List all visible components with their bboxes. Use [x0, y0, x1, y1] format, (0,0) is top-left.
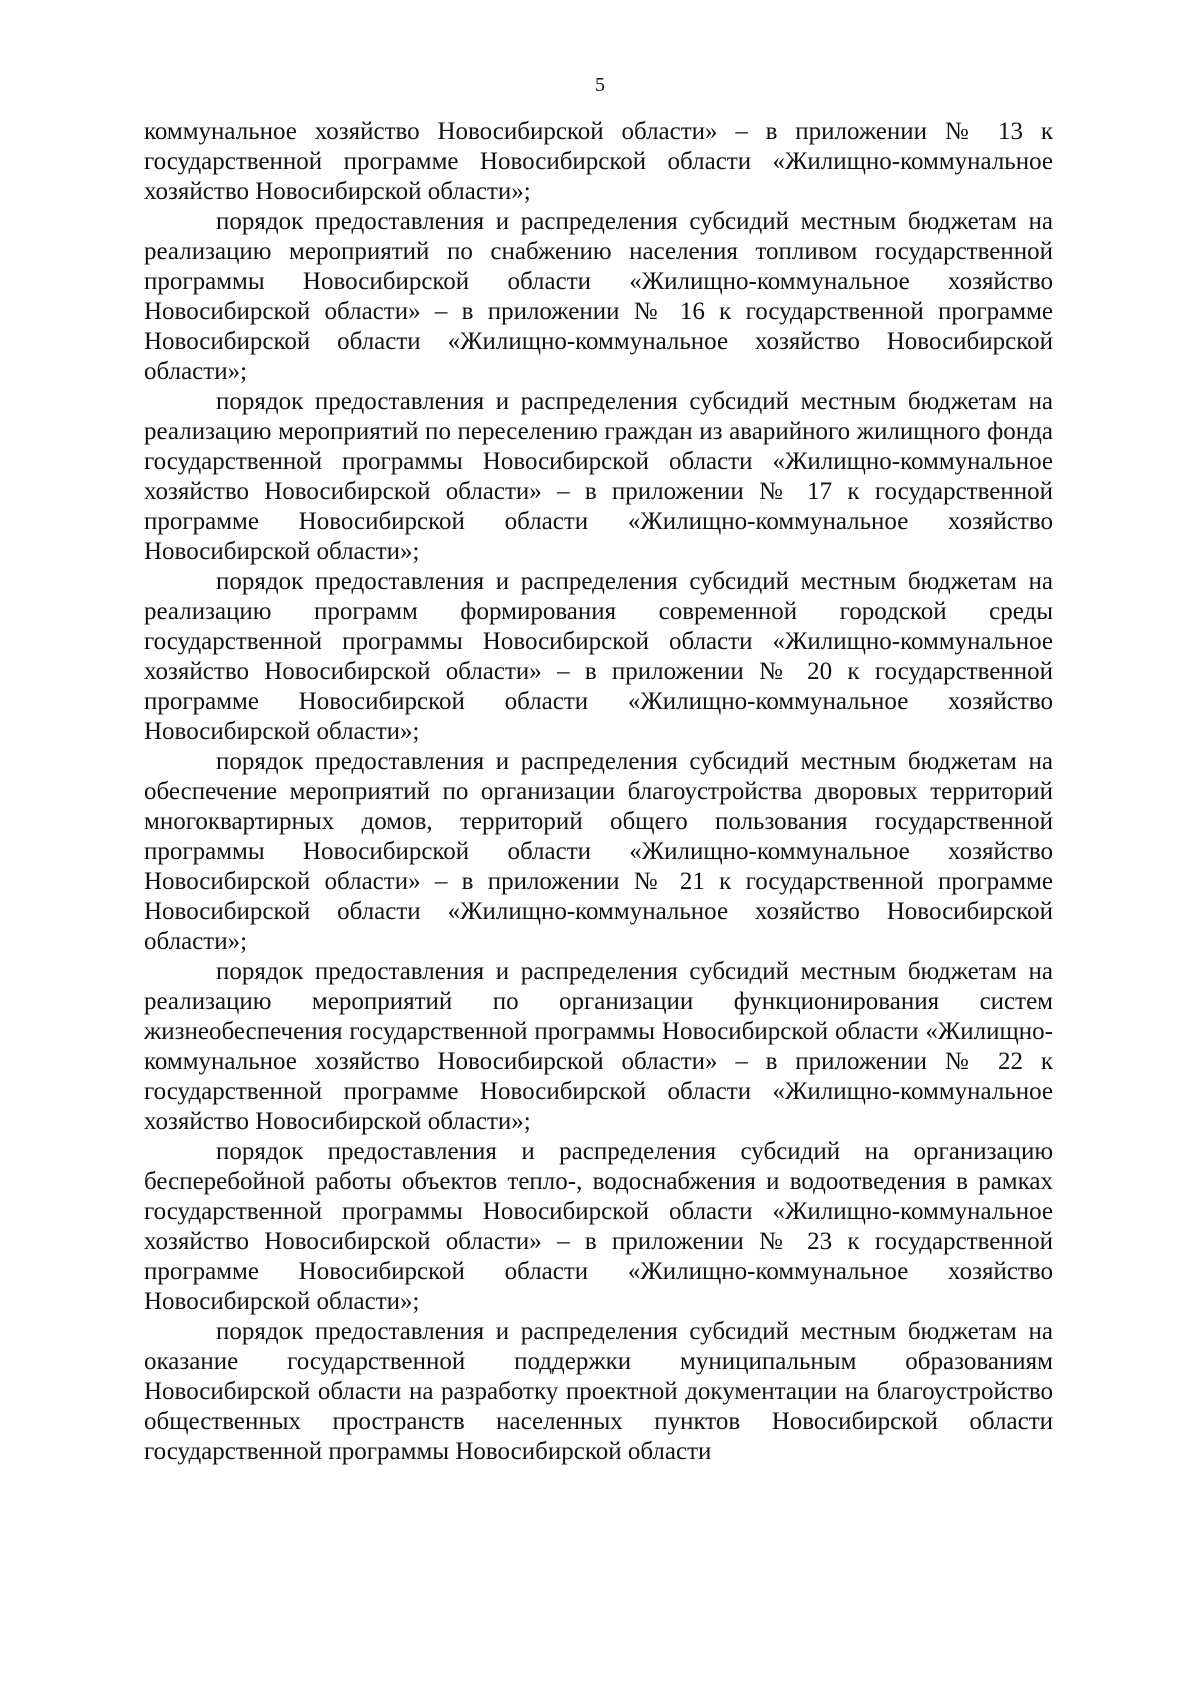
paragraph-1: коммунальное хозяйство Новосибирской области» – в приложении № 13 к государственной программе Новосибирской области «Жилищно-коммунальное хозяйство Новосибирской области»; — [144, 118, 1053, 205]
paragraph-4: порядок предоставления и распределения субсидий местным бюджетам на реализацию программ формирования современной городской среды государственной программы Новосибирской области «Жилищно-коммунальное хозяйство Новосибирской области» – в приложении № 20 к государственной программе Новосибирской области «Жилищно-коммунальное хозяйство Новосибирской области»; — [144, 568, 1053, 745]
paragraph-2: порядок предоставления и распределения субсидий местным бюджетам на реализацию мероприятий по снабжению населения топливом государственной программы Новосибирской области «Жилищно-коммунальное хозяйство Новосибирской области» – в приложении № 16 к государственной программе Новосибирской области «Жилищно-коммунальное хозяйство Новосибирской области»; — [144, 208, 1053, 385]
paragraph-6: порядок предоставления и распределения субсидий местным бюджетам на реализацию мероприятий по организации функционирования систем жизнеобеспечения государственной программы Новосибирской области «Жилищно-коммунальное хозяйство Новосибирской области» – в приложении № 22 к государственной программе Новосибирской области «Жилищно-коммунальное хозяйство Новосибирской области»; — [144, 958, 1053, 1135]
paragraph-3: порядок предоставления и распределения субсидий местным бюджетам на реализацию мероприятий по переселению граждан из аварийного жилищного фонда государственной программы Новосибирской области «Жилищно-коммунальное хозяйство Новосибирской области» – в приложении № 17 к государственной программе Новосибирской области «Жилищно-коммунальное хозяйство Новосибирской области»; — [144, 388, 1053, 565]
document-body — [144, 117, 1053, 1467]
paragraph-7: порядок предоставления и распределения субсидий на организацию бесперебойной работы объектов тепло-, водоснабжения и водоотведения в рамках государственной программы Новосибирской области «Жилищно-коммунальное хозяйство Новосибирской области» – в приложении № 23 к государственной программе Новосибирской области «Жилищно-коммунальное хозяйство Новосибирской области»; — [144, 1138, 1053, 1315]
paragraph-5: порядок предоставления и распределения субсидий местным бюджетам на обеспечение мероприятий по организации благоустройства дворовых территорий многоквартирных домов, территорий общего пользования государственной программы Новосибирской области «Жилищно-коммунальное хозяйство Новосибирской области» – в приложении № 21 к государственной программе Новосибирской области «Жилищно-коммунальное хозяйство Новосибирской области»; — [144, 748, 1053, 955]
paragraph-8: порядок предоставления и распределения субсидий местным бюджетам на оказание государственной поддержки муниципальным образованиям Новосибирской области на разработку проектной документации на благоустройство общественных пространств населенных пунктов Новосибирской области государственной программы Новосибирской области — [144, 1318, 1053, 1465]
page-number: 5 — [595, 74, 605, 96]
